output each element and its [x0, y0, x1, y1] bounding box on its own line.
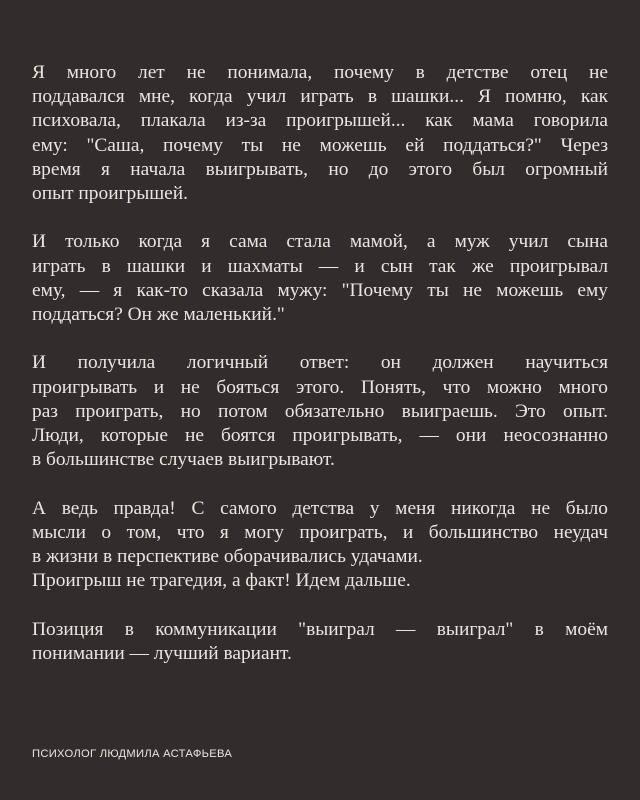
text-line: поддаться? Он же маленький."	[32, 304, 285, 326]
text-line: Проигрыш не трагедия, а факт! Идем дальше.	[32, 570, 411, 592]
text-line: проигрывать и не бояться этого. Понять, что можно много	[32, 376, 608, 398]
text-line: поддавался мне, когда учил играть в шашки... Я помню, как	[32, 86, 608, 108]
text-line: И получила логичный ответ: он должен научиться	[32, 352, 608, 374]
paragraph-4	[32, 497, 608, 594]
paragraph-2	[32, 230, 608, 327]
text-line: А ведь правда! С самого детства у меня никогда не было	[32, 497, 608, 519]
text-line: раз проиграть, но потом обязательно выиграешь. Это опыт.	[32, 400, 608, 422]
paragraph-5	[32, 618, 608, 666]
text-line: в жизни в перспективе оборачивались удачами.	[32, 546, 423, 568]
paragraph-1	[32, 61, 608, 206]
text-line: ему: "Саша, почему ты не можешь ей поддаться?" Через	[32, 134, 608, 156]
text-line: И только когда я сама стала мамой, а муж учил сына	[32, 231, 608, 253]
text-line: понимании — лучший вариант.	[32, 642, 292, 664]
text-line: ему, — я как-то сказала мужу: "Почему ты не можешь ему	[32, 279, 608, 301]
author-signature: ПСИХОЛОГ ЛЮДМИЛА АСТАФЬЕВА	[32, 748, 233, 760]
text-line: Позиция в коммуникации "выиграл — выиграл" в моём	[32, 618, 608, 640]
text-line: психовала, плакала из-за проигрышей... как мама говорила	[32, 110, 608, 132]
post-body	[32, 61, 608, 690]
text-line: Я много лет не понимала, почему в детстве отец не	[32, 62, 608, 83]
text-line: мысли о том, что я могу проиграть, и большинство неудач	[32, 521, 608, 543]
text-line: Люди, которые не боятся проигрывать, — они неосознанно	[32, 425, 608, 447]
text-line: опыт проигрышей.	[32, 183, 189, 205]
text-line: время я начала выигрывать, но до этого был огромный	[32, 158, 608, 180]
paragraph-3	[32, 351, 608, 472]
text-line: в большинстве случаев выигрывают.	[32, 449, 335, 471]
text-line: играть в шашки и шахматы — и сын так же проигрывал	[32, 255, 608, 277]
